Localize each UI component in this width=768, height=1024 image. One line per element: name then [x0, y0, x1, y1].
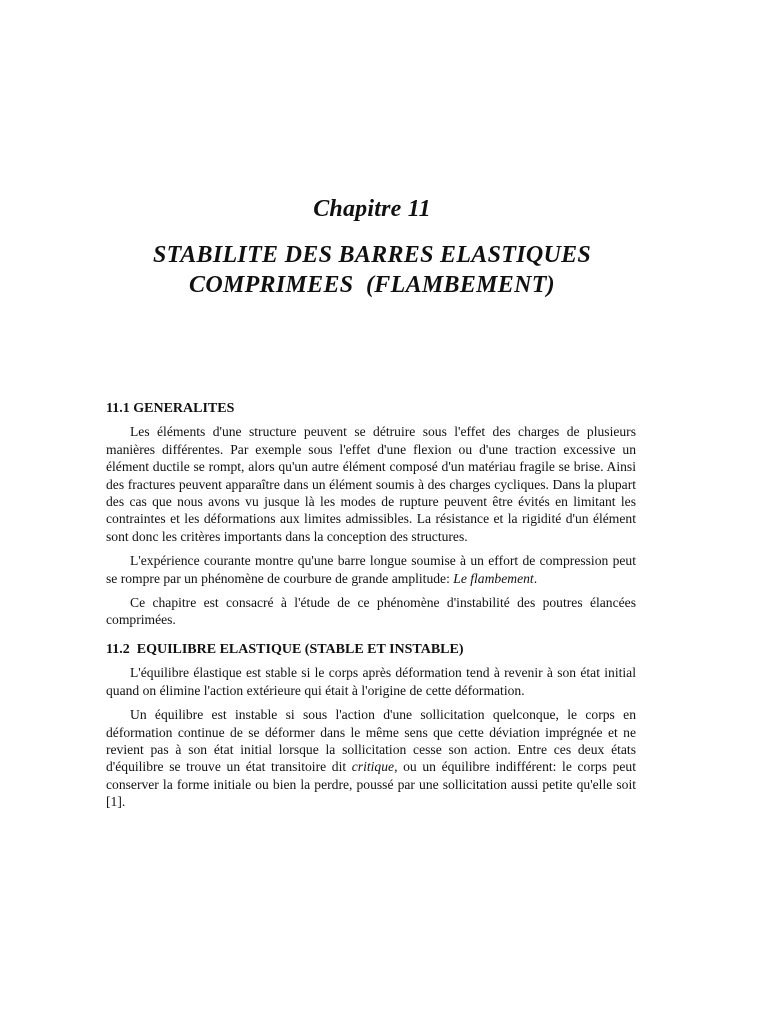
- chapter-title: [0, 240, 744, 300]
- emphasis-term: Le flambement: [453, 570, 534, 586]
- emphasis-term: critique: [351, 759, 395, 775]
- paragraph-text: , ou un équilibre indifférent: le corps peut conserver la forme initiale ou bien la perdre, poussé par une sollicitation aussi petite qu'elle soit [1].: [106, 759, 636, 810]
- paragraph-text: L'expérience courante montre qu'une barre longue soumise à un effort de compression peut se rompre par un phénomène de courbure de grande amplitude:: [106, 553, 636, 586]
- paragraph: Ce chapitre est consacré à l'étude de ce phénomène d'instabilité des poutres élancées comprimées.: [106, 595, 636, 628]
- chapter-label: Chapitre 11: [313, 196, 431, 222]
- paragraph: [106, 706, 636, 810]
- paragraph: [106, 552, 636, 587]
- body-text: [106, 400, 636, 818]
- chapter-title-line-2: COMPRIMEES (FLAMBEMENT): [189, 272, 555, 298]
- paragraph: L'équilibre élastique est stable si le corps après déformation tend à revenir à son état initial quand on élimine l'action extérieure qui était à l'origine de cette déformation.: [106, 665, 636, 698]
- paragraph-text: .: [533, 570, 538, 586]
- chapter-title-line-1: STABILITE DES BARRES ELASTIQUES: [152, 242, 592, 268]
- paragraph: Les éléments d'une structure peuvent se détruire sous l'effet des charges de plusieurs manières différentes. Par exemple sous l'effet d'une flexion ou d'une traction excessive un élément ductile se rompt, alors qu'un autre élément composé d'un matériau fragile se brise. Ainsi des fractures peuvent apparaître dans un élément soumis à des charges cycliques. Dans la plupart des cas que nous avons vu jusque là les modes de rupture peuvent être évités en limitant les contraintes et les déformations aux limites admissibles. La résistance et la rigidité d'un élément sont donc les critères importants dans la conception des structures.: [106, 424, 636, 544]
- section-heading-generalites: 11.1 GENERALITES: [106, 401, 235, 416]
- section-heading-equilibre: 11.2 EQUILIBRE ELASTIQUE (STABLE ET INSTABLE): [106, 641, 464, 657]
- paragraph-text: Un équilibre est instable si sous l'action d'une sollicitation quelconque, le corps en déformation continue de se déformer dans le même sens que cette déviation imprégnée et ne revient pas à son état initial lorsque la sollicitation cesse son action. Entre ces deux états d'équilibre se trouve un état transitoire dit: [106, 707, 636, 775]
